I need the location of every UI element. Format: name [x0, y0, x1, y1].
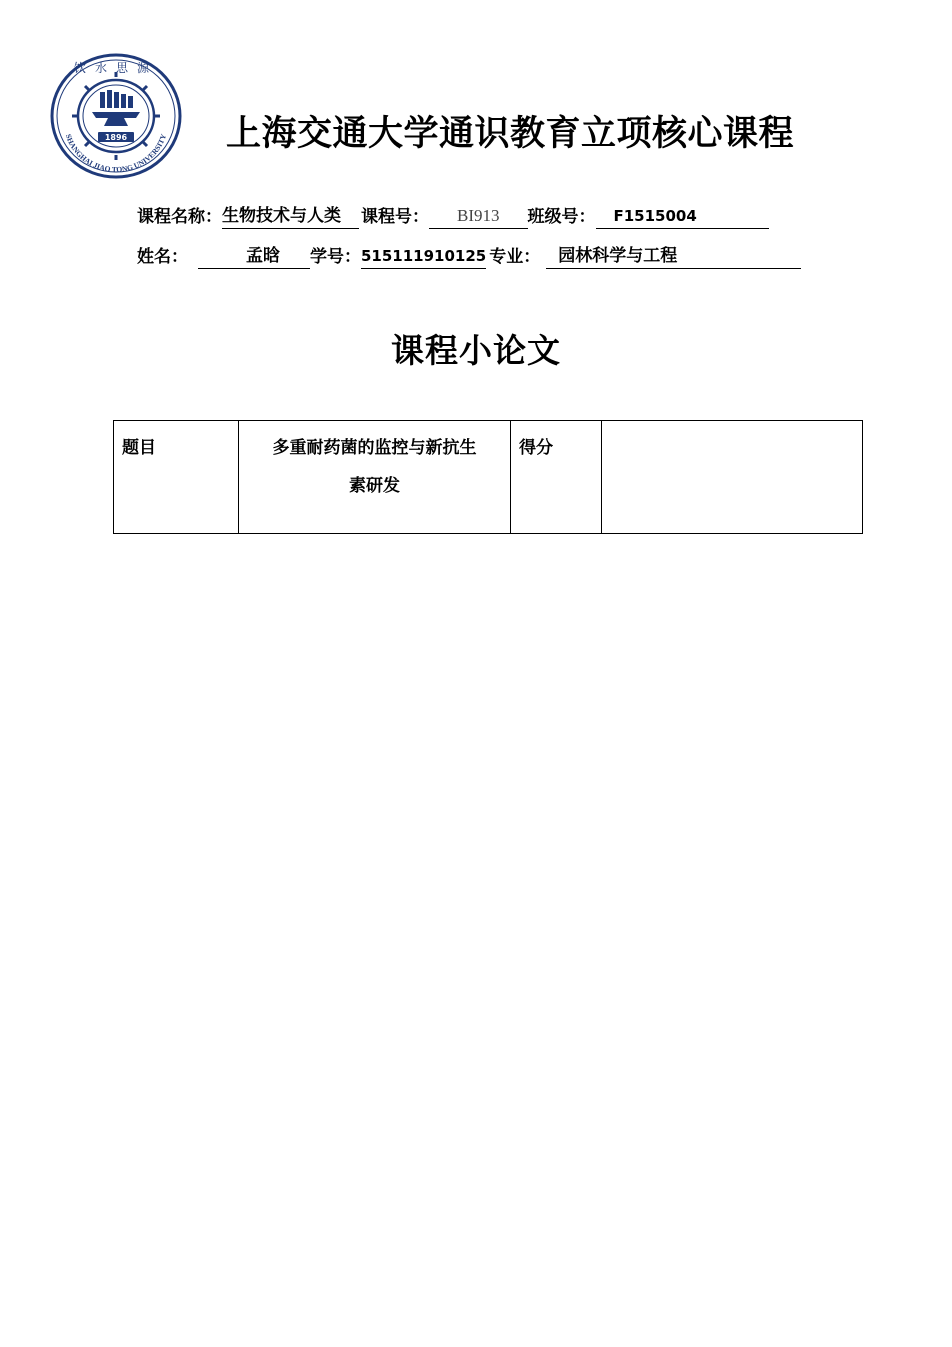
- document-title: 课程小论文: [391, 331, 561, 370]
- seal-ring-text: SHANGHAI JIAO TONG UNIVERSITY: [63, 132, 169, 175]
- seal-year: 1896: [104, 133, 128, 142]
- major-value: 园林科学与工程: [546, 245, 801, 269]
- score-value-cell: [602, 421, 863, 534]
- table-row: [114, 421, 863, 534]
- topic-value-cell: [239, 421, 511, 534]
- university-seal-icon: [48, 52, 184, 180]
- student-info-row: [137, 241, 801, 269]
- topic-table: [113, 420, 863, 534]
- topic-label: 题目: [122, 438, 156, 458]
- seal-top-text: 饮水思源: [73, 61, 159, 75]
- topic-label-cell: [114, 421, 239, 534]
- topic-line-2: 素研发: [349, 476, 400, 496]
- course-name-value: 生物技术与人类: [222, 205, 359, 229]
- student-name-value: 孟晗: [198, 245, 310, 269]
- page-header-title: 上海交通大学通识教育立项核心课程: [226, 114, 795, 154]
- course-info-row: [137, 201, 769, 229]
- student-name-label: 姓名：: [137, 247, 188, 267]
- class-no-label: 班级号：: [527, 207, 596, 227]
- major-label: 专业：: [489, 247, 541, 267]
- student-id-label: 学号：: [310, 247, 361, 267]
- course-no-value: BI913: [429, 205, 528, 229]
- class-no-value: F1515004: [596, 205, 769, 229]
- course-no-label: 课程号：: [361, 207, 429, 227]
- score-label-cell: [511, 421, 602, 534]
- course-name-label: 课程名称：: [137, 207, 222, 227]
- topic-line-1: 多重耐药菌的监控与新抗生: [272, 438, 477, 458]
- student-id-value: 515111910125: [361, 245, 486, 269]
- score-label: 得分: [519, 438, 553, 458]
